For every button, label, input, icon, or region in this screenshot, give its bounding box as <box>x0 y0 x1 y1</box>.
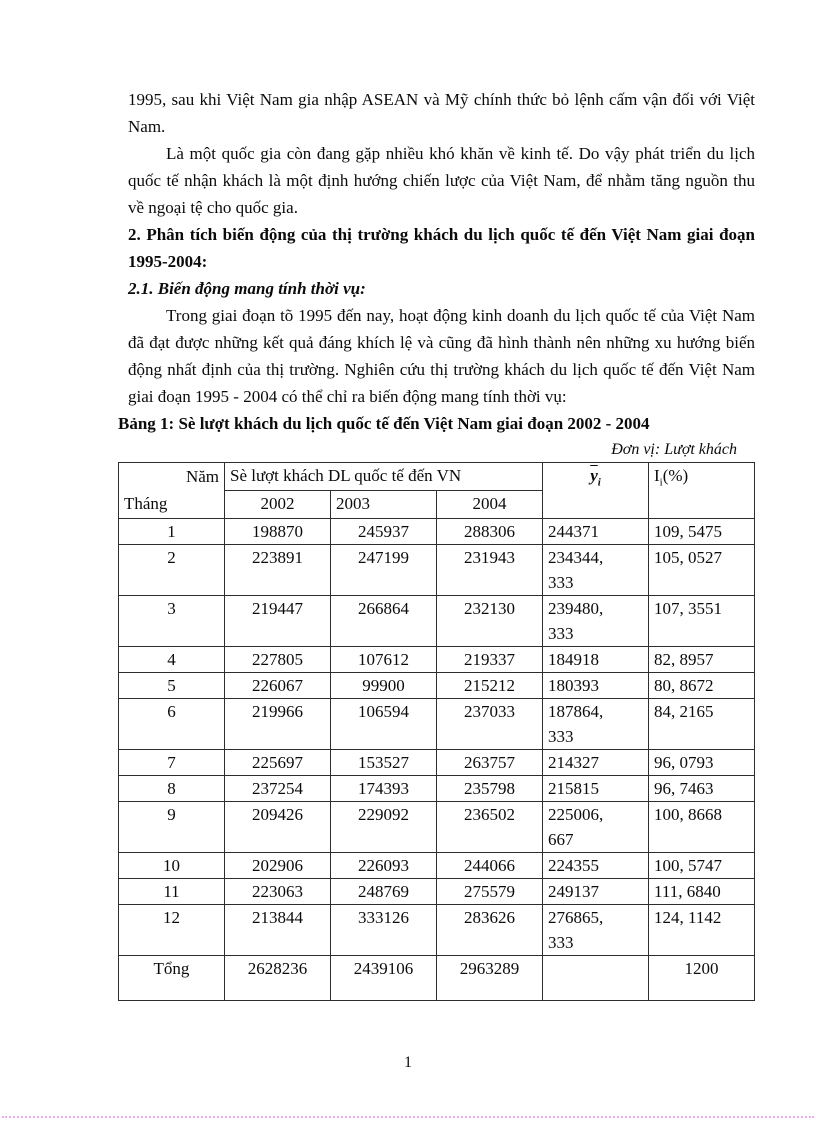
cell-month: 4 <box>119 647 225 673</box>
cell-avg: 180393 <box>543 673 649 699</box>
cell-2002: 213844 <box>225 905 331 956</box>
cell-index: 96, 0793 <box>649 750 755 776</box>
cell-2002: 198870 <box>225 519 331 545</box>
cell-2003: 247199 <box>331 545 437 596</box>
cell-2002: 227805 <box>225 647 331 673</box>
header-year-2002: 2002 <box>225 491 331 519</box>
cell-avg: 184918 <box>543 647 649 673</box>
paragraph-asean: 1995, sau khi Việt Nam gia nhập ASEAN và Mỹ chính thức bỏ lệnh cấm vận đối với Việt Nam. <box>128 90 755 136</box>
cell-2004: 231943 <box>437 545 543 596</box>
cell-2003: 229092 <box>331 802 437 853</box>
cell-avg: 234344, 333 <box>543 545 649 596</box>
cell-2004: 215212 <box>437 673 543 699</box>
cell-index: 100, 8668 <box>649 802 755 853</box>
cell-2003: 266864 <box>331 596 437 647</box>
cell-2003: 245937 <box>331 519 437 545</box>
cell-index: 111, 6840 <box>649 879 755 905</box>
cell-index: 109, 5475 <box>649 519 755 545</box>
paragraph-economy: Là một quốc gia còn đang gặp nhiều khó khăn về kinh tế. Do vậy phát triển du lịch quốc tế nhận khách là một định hướng chiến lược của Việt Nam, để nhằm tăng nguồn thu về ngoại tệ cho quốc gia. <box>128 144 755 217</box>
cell-month: Tổng <box>119 956 225 1001</box>
table-row <box>119 956 755 1001</box>
cell-month: 8 <box>119 776 225 802</box>
cell-index: 96, 7463 <box>649 776 755 802</box>
cell-index: 124, 1142 <box>649 905 755 956</box>
cell-month: 7 <box>119 750 225 776</box>
cell-2003: 226093 <box>331 853 437 879</box>
table-block <box>118 410 755 1001</box>
cell-2004: 288306 <box>437 519 543 545</box>
table-header <box>119 463 755 519</box>
header-year-2003: 2003 <box>331 491 437 519</box>
cell-2004: 244066 <box>437 853 543 879</box>
table-row <box>119 699 755 750</box>
cell-avg: 215815 <box>543 776 649 802</box>
unit-note: Đơn vị: Lượt khách <box>611 441 737 458</box>
index-symbol: $I_i(\%)$ <box>654 466 689 489</box>
document-content <box>118 86 755 1001</box>
table-row <box>119 905 755 956</box>
cell-month: 2 <box>119 545 225 596</box>
cell-avg: 239480, 333 <box>543 596 649 647</box>
cell-2003: 2439106 <box>331 956 437 1001</box>
cell-month: 10 <box>119 853 225 879</box>
cell-2003: 333126 <box>331 905 437 956</box>
cell-2002: 225697 <box>225 750 331 776</box>
cell-2002: 237254 <box>225 776 331 802</box>
header-corner-cell <box>119 463 225 519</box>
cell-2002: 219447 <box>225 596 331 647</box>
subsection-heading-2-1: 2.1. Biến động mang tính thời vụ: <box>128 279 366 298</box>
cell-avg: 224355 <box>543 853 649 879</box>
cell-2004: 283626 <box>437 905 543 956</box>
table-row <box>119 673 755 699</box>
cell-2003: 106594 <box>331 699 437 750</box>
cell-month: 9 <box>119 802 225 853</box>
cell-2004: 237033 <box>437 699 543 750</box>
header-index <box>649 463 755 519</box>
cell-2002: 223891 <box>225 545 331 596</box>
cell-2004: 232130 <box>437 596 543 647</box>
table-row <box>119 750 755 776</box>
cell-avg: 187864, 333 <box>543 699 649 750</box>
cell-index: 80, 8672 <box>649 673 755 699</box>
cell-month: 3 <box>119 596 225 647</box>
cell-2003: 248769 <box>331 879 437 905</box>
cell-index: 105, 0527 <box>649 545 755 596</box>
cell-month: 6 <box>119 699 225 750</box>
cell-2002: 209426 <box>225 802 331 853</box>
table-row <box>119 776 755 802</box>
header-avg-y <box>543 463 649 519</box>
cell-2002: 223063 <box>225 879 331 905</box>
cell-2003: 174393 <box>331 776 437 802</box>
header-year-label: Năm <box>185 467 219 486</box>
table-row <box>119 545 755 596</box>
cell-2004: 263757 <box>437 750 543 776</box>
cell-avg: 249137 <box>543 879 649 905</box>
cell-2002: 2628236 <box>225 956 331 1001</box>
cell-avg: 244371 <box>543 519 649 545</box>
table-body <box>119 519 755 1001</box>
cell-avg: 276865, 333 <box>543 905 649 956</box>
header-month-label: Tháng <box>124 494 168 513</box>
header-span-label: Sè lượt khách DL quốc tế đến VN <box>225 463 543 491</box>
table-row <box>119 879 755 905</box>
cell-index: 107, 3551 <box>649 596 755 647</box>
cell-index: 1200 <box>649 956 755 1001</box>
cell-2002: 202906 <box>225 853 331 879</box>
cell-2003: 107612 <box>331 647 437 673</box>
cell-2004: 236502 <box>437 802 543 853</box>
cell-2002: 226067 <box>225 673 331 699</box>
table-row <box>119 596 755 647</box>
table-row <box>119 519 755 545</box>
cell-month: 5 <box>119 673 225 699</box>
tourist-arrivals-table <box>118 462 755 1001</box>
cell-2004: 219337 <box>437 647 543 673</box>
page-number: 1 <box>404 1054 412 1071</box>
table-row <box>119 802 755 853</box>
y-bar-symbol: $\overline{y}_i$ <box>590 466 601 489</box>
cell-avg: 225006, 667 <box>543 802 649 853</box>
cell-index: 100, 5747 <box>649 853 755 879</box>
cell-2003: 99900 <box>331 673 437 699</box>
cell-2003: 153527 <box>331 750 437 776</box>
table-row <box>119 853 755 879</box>
page-break-dotted-line <box>2 1116 814 1118</box>
cell-avg: 214327 <box>543 750 649 776</box>
cell-2004: 275579 <box>437 879 543 905</box>
cell-index: 82, 8957 <box>649 647 755 673</box>
cell-2004: 235798 <box>437 776 543 802</box>
cell-avg <box>543 956 649 1001</box>
section-heading-2: 2. Phân tích biến động của thị trường khách du lịch quốc tế đến Việt Nam giai đoạn 1995-2004: <box>128 225 755 271</box>
paragraph-seasonality: Trong giai đoạn tõ 1995 đến nay, hoạt động kinh doanh du lịch quốc tế của Việt Nam đã đạt được những kết quả đáng khích lệ và cũng đã hình thành nên những xu hướng biến động nhất định của thị trường. Nghiên cứu thị trường khách du lịch quốc tế đến Việt Nam giai đoạn 1995 - 2004 có thể chỉ ra biến động mang tính thời vụ: <box>128 306 755 406</box>
cell-month: 11 <box>119 879 225 905</box>
table-row <box>119 647 755 673</box>
cell-index: 84, 2165 <box>649 699 755 750</box>
cell-month: 12 <box>119 905 225 956</box>
table-title: Bảng 1: Sè lượt khách du lịch quốc tế đến Việt Nam giai đoạn 2002 - 2004 <box>118 414 650 433</box>
cell-2004: 2963289 <box>437 956 543 1001</box>
cell-2002: 219966 <box>225 699 331 750</box>
header-year-2004: 2004 <box>437 491 543 519</box>
cell-month: 1 <box>119 519 225 545</box>
